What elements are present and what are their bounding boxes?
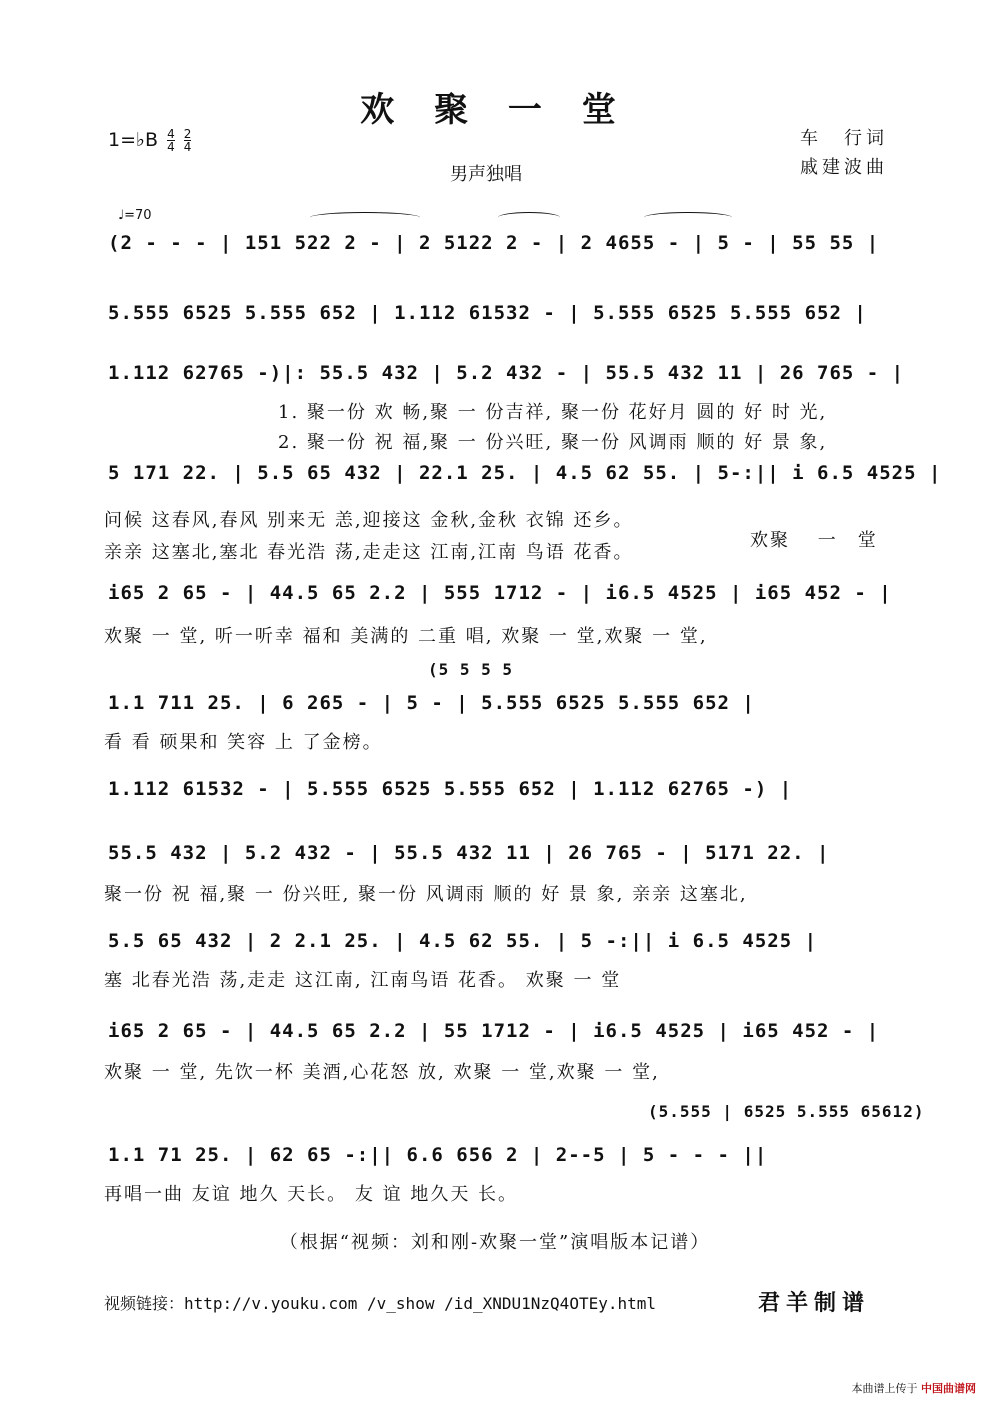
notation-line-2: 5.555 6525 5.555 652 | 1.112 61532 - | 5.555 6525 5.555 652 | [108,302,867,324]
performance-type: 男声独唱 [450,164,522,185]
lyric-verse-2: 亲亲 这塞北,塞北 春光浩 荡,走走这 江南,江南 鸟语 花香。 [104,542,634,563]
lyric-line: 再唱一曲 友谊 地久 天长。 友 谊 地久天 长。 [104,1184,519,1205]
time-signature-1: $\frac{4}{4}$ [167,127,175,154]
video-link[interactable]: 视频链接：http://v.youku.com /v_show /id_XNDU1NzQ4OTEy.html [104,1294,657,1313]
site-logo[interactable]: 中国曲谱网 [921,1382,976,1395]
lyric-line: 塞 北春光浩 荡,走走 这江南, 江南鸟语 花香。 欢聚 一 堂 [104,970,622,991]
notation-line-9: 5.5 65 432 | 2 2.1 25. | 4.5 62 55. | 5 -:|| i 6.5 4525 | [108,930,818,952]
key-signature [108,128,191,153]
lyric-refrain: 欢聚 一 堂 [750,530,878,551]
tempo-mark: ♩=70 [118,208,152,223]
transcriber-signature: 君羊制谱 [758,1290,871,1316]
upper-notation: (5.555 | 6525 5.555 65612) [648,1102,925,1121]
upload-note [852,1380,977,1396]
lyric-verse-1: 问候 这春风,春风 别来无 恙,迎接这 金秋,金秋 衣锦 还乡。 [104,510,634,531]
lyricist-credit: 车 行词 [800,128,888,149]
notation-line-1: (2 - - - | 151 522 2 - | 2 5122 2 - | 2 4655 - | 5 - | 55 55 | [108,232,880,254]
lyric-verse-2: 2. 聚一份 祝 福,聚 一 份兴旺, 聚一份 风调雨 顺的 好 景 象, [278,432,828,453]
time-signature-2: $\frac{2}{4}$ [183,127,192,154]
slur [644,212,732,223]
notation-line-4: 5 171 22. | 5.5 65 432 | 22.1 25. | 4.5 62 55. | 5-:|| i 6.5 4525 | [108,462,942,484]
slur [310,212,420,223]
notation-line-8: 55.5 432 | 5.2 432 - | 55.5 432 11 | 26 765 - | 5171 22. | [108,842,830,864]
notation-line-5: i65 2 65 - | 44.5 65 2.2 | 555 1712 - | i6.5 4525 | i65 452 - | [108,582,892,604]
lyric-line: 看 看 硕果和 笑容 上 了金榜。 [104,732,383,753]
upper-notation: (5 5 5 5 [428,660,514,679]
lyric-line: 聚一份 祝 福,聚 一 份兴旺, 聚一份 风调雨 顺的 好 景 象, 亲亲 这塞北, [104,884,748,905]
composer-credit: 戚建波曲 [800,157,888,178]
notation-line-7: 1.112 61532 - | 5.555 6525 5.555 652 | 1.112 62765 -) | [108,778,793,800]
notation-line-3: 1.112 62765 -)|: 55.5 432 | 5.2 432 - | 55.5 432 11 | 26 765 - | [108,362,905,384]
notation-line-6: 1.1 711 25. | 6 265 - | 5 - | 5.555 6525 5.555 652 | [108,692,755,714]
lyric-verse-1: 1. 聚一份 欢 畅,聚 一 份吉祥, 聚一份 花好月 圆的 好 时 光, [278,402,828,423]
key-text: 1=♭B [108,129,159,151]
lyric-line: 欢聚 一 堂, 先饮一杯 美酒,心花怒 放, 欢聚 一 堂,欢聚 一 堂, [104,1062,660,1083]
notation-line-11: 1.1 71 25. | 62 65 -:|| 6.6 656 2 | 2--5 | 5 - - - || [108,1144,768,1166]
slur [498,212,560,223]
upload-prefix: 本曲谱上传于 [851,1382,918,1395]
lyric-line: 欢聚 一 堂, 听一听幸 福和 美满的 二重 唱, 欢聚 一 堂,欢聚 一 堂, [104,626,708,647]
song-title: 欢 聚 一 堂 [360,90,630,130]
notation-line-10: i65 2 65 - | 44.5 65 2.2 | 55 1712 - | i6.5 4525 | i65 452 - | [108,1020,880,1042]
source-note: （根据“视频：刘和刚-欢聚一堂”演唱版本记谱） [279,1232,711,1253]
